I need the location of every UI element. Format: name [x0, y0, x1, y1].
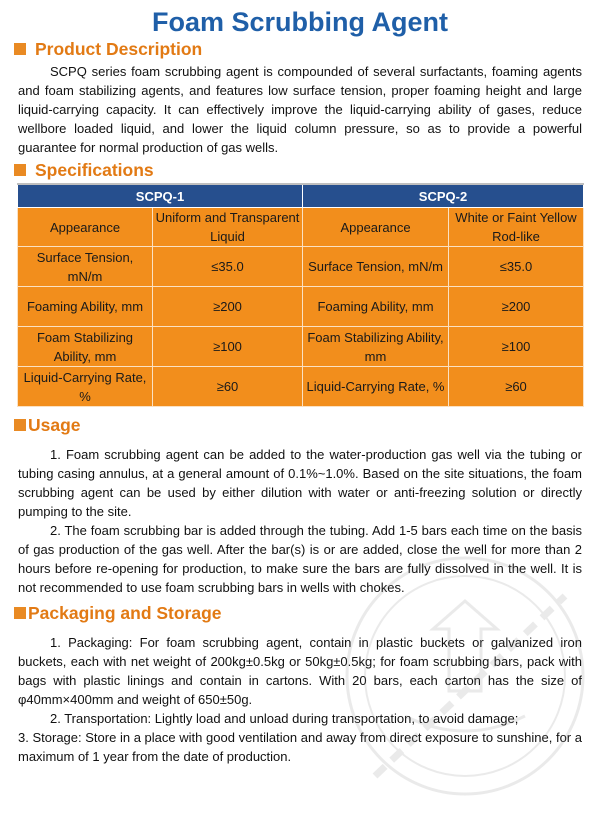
column-header: SCPQ-1: [18, 184, 303, 208]
value-cell: ≥60: [153, 367, 303, 407]
section-heading: [14, 602, 600, 624]
table-row: [18, 367, 584, 407]
value-cell: ≥200: [153, 287, 303, 327]
param-cell: Foam Stabilizing Ability, mm: [303, 327, 449, 367]
heading-text: Product Description: [35, 39, 203, 59]
table-row: [18, 247, 584, 287]
param-cell: Foaming Ability, mm: [18, 287, 153, 327]
bullet-square-icon: [14, 607, 26, 619]
bullet-square-icon: [14, 419, 26, 431]
param-cell: Foam Stabilizing Ability, mm: [18, 327, 153, 367]
value-cell: ≥100: [449, 327, 584, 367]
param-cell: Liquid-Carrying Rate, %: [18, 367, 153, 407]
section-packaging: [0, 602, 600, 766]
section-heading: [14, 414, 600, 436]
section-usage: [0, 414, 600, 597]
heading-text: Specifications: [35, 160, 154, 180]
value-cell: ≥60: [449, 367, 584, 407]
heading-text: Packaging and Storage: [28, 603, 222, 623]
usage-item: 2. The foam scrubbing bar is added through the tubing. Add 1-5 bars each time on the basis of gas production of the gas well. After the bar(s) is or are added, close the well for more than 2 hours before re-opening for production, to make sure the bars are fully dissolved in the well. It is not recommended to use foam scrubbing bars in wells with chokes.: [18, 523, 582, 595]
table-row: [18, 208, 584, 247]
value-cell: ≥100: [153, 327, 303, 367]
column-header: SCPQ-2: [303, 184, 584, 208]
table-row: [18, 287, 584, 327]
usage-item: 1. Foam scrubbing agent can be added to the water-production gas well via the tubing or tubing casing annulus, at a general amount of 0.1%~1.0%. Based on the site situations, the foam scrubbing agent can be used by either dilution with water or anti-freezing solution or directly pumping to the site.: [18, 447, 582, 519]
param-cell: Foaming Ability, mm: [303, 287, 449, 327]
value-cell: ≥200: [449, 287, 584, 327]
description-paragraph: SCPQ series foam scrubbing agent is compounded of several surfactants, foaming agents and foam stabilizing agents, and features low surface tension, proper foaming height and large liquid-carrying capacity. It can effectively improve the liquid-carrying ability of gases, reduce wellbore loaded liquid, and lower the liquid column pressure, so as to provide a powerful guarantee for normal production of gas wells.: [18, 64, 582, 155]
packaging-item: 3. Storage: Store in a place with good ventilation and away from direct exposure to sunshine, for a maximum of 1 year from the date of production.: [18, 730, 582, 764]
param-cell: Surface Tension, mN/m: [18, 247, 153, 287]
heading-text: Usage: [28, 415, 81, 435]
param-cell: Appearance: [303, 208, 449, 247]
param-cell: Surface Tension, mN/m: [303, 247, 449, 287]
packaging-item: 2. Transportation: Lightly load and unload during transportation, to avoid damage;: [50, 711, 519, 726]
section-specifications: [0, 159, 600, 407]
value-cell: ≤35.0: [153, 247, 303, 287]
section-heading: [14, 38, 600, 60]
packaging-item: 1. Packaging: For foam scrubbing agent, contain in plastic buckets or galvanized iron buckets, each with net weight of 200kg±0.5kg or 50kg±0.5kg; for foam scrubbing bars, pack with bags with plastic linings and contain in cartons. With 20 bars, each carton has the size of φ40mm×400mm and weight of 650±50g.: [18, 635, 582, 707]
section-heading: [14, 159, 600, 181]
param-cell: Liquid-Carrying Rate, %: [303, 367, 449, 407]
value-cell: ≤35.0: [449, 247, 584, 287]
value-cell: Uniform and Transparent Liquid: [153, 208, 303, 247]
value-cell: White or Faint Yellow Rod-like: [449, 208, 584, 247]
page-title: Foam Scrubbing Agent: [152, 7, 448, 37]
bullet-square-icon: [14, 164, 26, 176]
bullet-square-icon: [14, 43, 26, 55]
param-cell: Appearance: [18, 208, 153, 247]
spec-table: [17, 183, 584, 407]
table-row: [18, 327, 584, 367]
section-product-description: [0, 38, 600, 157]
